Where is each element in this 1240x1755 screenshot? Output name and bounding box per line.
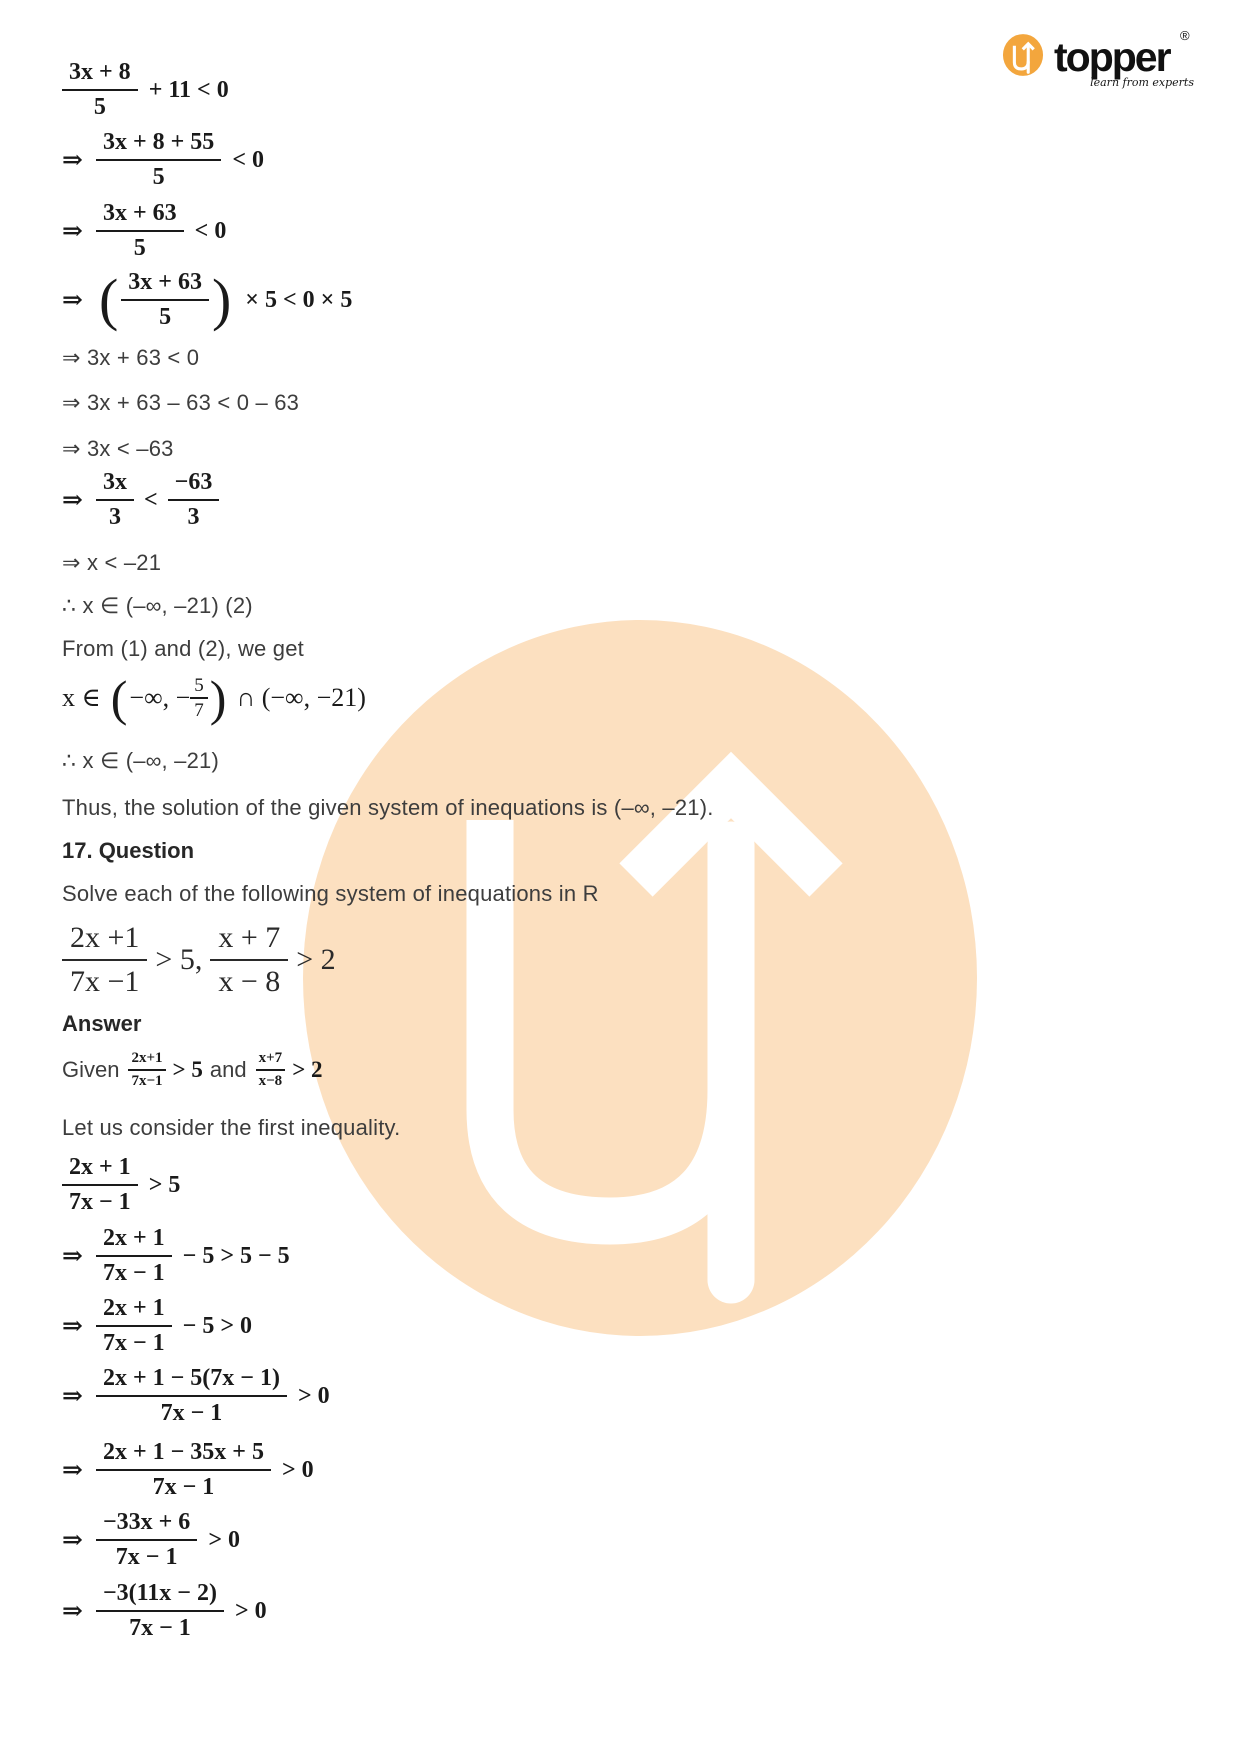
less-than-sign: < (143, 486, 158, 513)
registered-mark: ® (1180, 28, 1190, 43)
implies-arrow: ⇒ (62, 147, 83, 175)
math-line-2: ⇒ $\frac{3x + 8 + 55}{5}$ < 0 (62, 129, 264, 191)
math-line-3: ⇒ $\frac{3x + 63}{5}$ < 0 (62, 200, 227, 262)
fraction: $\frac{2x +1}{7x -1}$ (62, 922, 147, 997)
math-line-1: $\frac{3x + 8}{5}$ + 11 < 0 (62, 60, 229, 120)
relation: > 5 (172, 1056, 203, 1082)
relation: > 5, (155, 942, 203, 976)
implies-arrow: ⇒ (62, 1383, 83, 1411)
fraction: $\frac{3x + 63}{5}$ (121, 270, 209, 330)
fraction: $\frac{-33x + 6}{7x - 1}$ (96, 1510, 197, 1570)
fraction: $\frac{-63}{3}$ (168, 470, 220, 530)
implies-arrow: ⇒ (62, 1313, 83, 1341)
math-text-line-9: ⇒ x < –21 (62, 550, 162, 575)
math-text-line-13: ∴ x ∈ (–∞, –21) (62, 748, 219, 773)
implies-arrow: ⇒ (62, 1527, 83, 1555)
math-text-line-6: ⇒ 3x + 63 – 63 < 0 – 63 (62, 390, 300, 415)
math-line-25: ⇒ $\frac{2x + 1 - 35x + 5}{7x - 1}$ > 0 (62, 1439, 314, 1501)
fraction: $\frac{2x+1}{7x-1}$ (128, 1050, 165, 1089)
math-line-17 (62, 922, 344, 997)
math-line-24: ⇒ $\frac{2x + 1 - 5(7x - 1)}{7x - 1}$ > 0 (62, 1365, 330, 1427)
text-line-11: From (1) and (2), we get (62, 636, 304, 661)
relation: > 2 (292, 1056, 323, 1082)
math-line-4: ⇒ ( $\frac{3x + 63}{5}$ ) × 5 < 0 × 5 (62, 267, 353, 333)
fraction: $\frac{3x}{3}$ (96, 470, 134, 530)
implies-arrow: ⇒ (62, 218, 83, 246)
fraction: $\frac{3x + 63}{5}$ (96, 201, 184, 261)
fraction: $\frac{x+7}{x-8}$ (256, 1050, 286, 1089)
fraction: $\frac{x + 7}{x - 8}$ (210, 922, 288, 997)
answer-heading: Answer (62, 1011, 142, 1036)
topper-logo (1002, 30, 1202, 114)
fraction: $\frac{2x + 1}{7x - 1}$ (96, 1226, 172, 1286)
math-text-line-10: ∴ x ∈ (–∞, –21) (2) (62, 593, 253, 618)
math-line-12: x ∈ ( −∞, − $\frac{5}{7}$ ) ∩ (−∞, −21) (62, 670, 366, 726)
math-line-23: ⇒ $\frac{2x + 1}{7x - 1}$ − 5 > 0 (62, 1295, 252, 1357)
fraction: $\frac{-3(11x - 2)}{7x - 1}$ (96, 1581, 224, 1641)
conclusion-text: Thus, the solution of the given system of inequations is (–∞, –21). (62, 795, 714, 820)
fraction: $\frac{2x + 1 - 35x + 5}{7x - 1}$ (96, 1440, 271, 1500)
math-line-26: ⇒ $\frac{-33x + 6}{7x - 1}$ > 0 (62, 1509, 240, 1571)
math-line-27: ⇒ $\frac{-3(11x - 2)}{7x - 1}$ > 0 (62, 1580, 267, 1642)
question-text: Solve each of the following system of inequations in R (62, 881, 599, 906)
implies-arrow: ⇒ (62, 1457, 83, 1485)
relation: > 2 (296, 942, 336, 976)
implies-arrow: ⇒ (62, 287, 83, 315)
math-line-21: $\frac{2x + 1}{7x - 1}$ > 5 (62, 1155, 180, 1215)
math-text-line-5: ⇒ 3x + 63 < 0 (62, 345, 200, 370)
math-text-line-7: ⇒ 3x < –63 (62, 436, 174, 461)
watermark-u-arrow-icon (290, 610, 990, 1350)
question-heading: 17. Question (62, 838, 195, 863)
math-line-8 (62, 470, 219, 530)
math-line-19: Given $\frac{2x+1}{7x-1}$ > 5 and $\frac{x+7}{x-8}$ > 2 (62, 1050, 323, 1089)
brand-tagline: learn from experts (1090, 76, 1194, 89)
implies-arrow: ⇒ (62, 487, 83, 515)
fraction: $\frac{2x + 1}{7x - 1}$ (62, 1155, 138, 1215)
topper-logo-u-arrow-icon (1002, 33, 1044, 77)
fraction: $\frac{3x + 8}{5}$ (62, 60, 138, 120)
fraction: $\frac{2x + 1 - 5(7x - 1)}{7x - 1}$ (96, 1366, 287, 1426)
implies-arrow: ⇒ (62, 1598, 83, 1626)
fraction: $\frac{3x + 8 + 55}{5}$ (96, 130, 221, 190)
math-line-22: ⇒ $\frac{2x + 1}{7x - 1}$ − 5 > 5 − 5 (62, 1225, 290, 1287)
fraction: $\frac{5}{7}$ (190, 676, 208, 720)
implies-arrow: ⇒ (62, 1243, 83, 1271)
fraction: $\frac{2x + 1}{7x - 1}$ (96, 1296, 172, 1356)
text-line-20: Let us consider the first inequality. (62, 1115, 401, 1140)
brand-name: topper (1054, 34, 1170, 80)
